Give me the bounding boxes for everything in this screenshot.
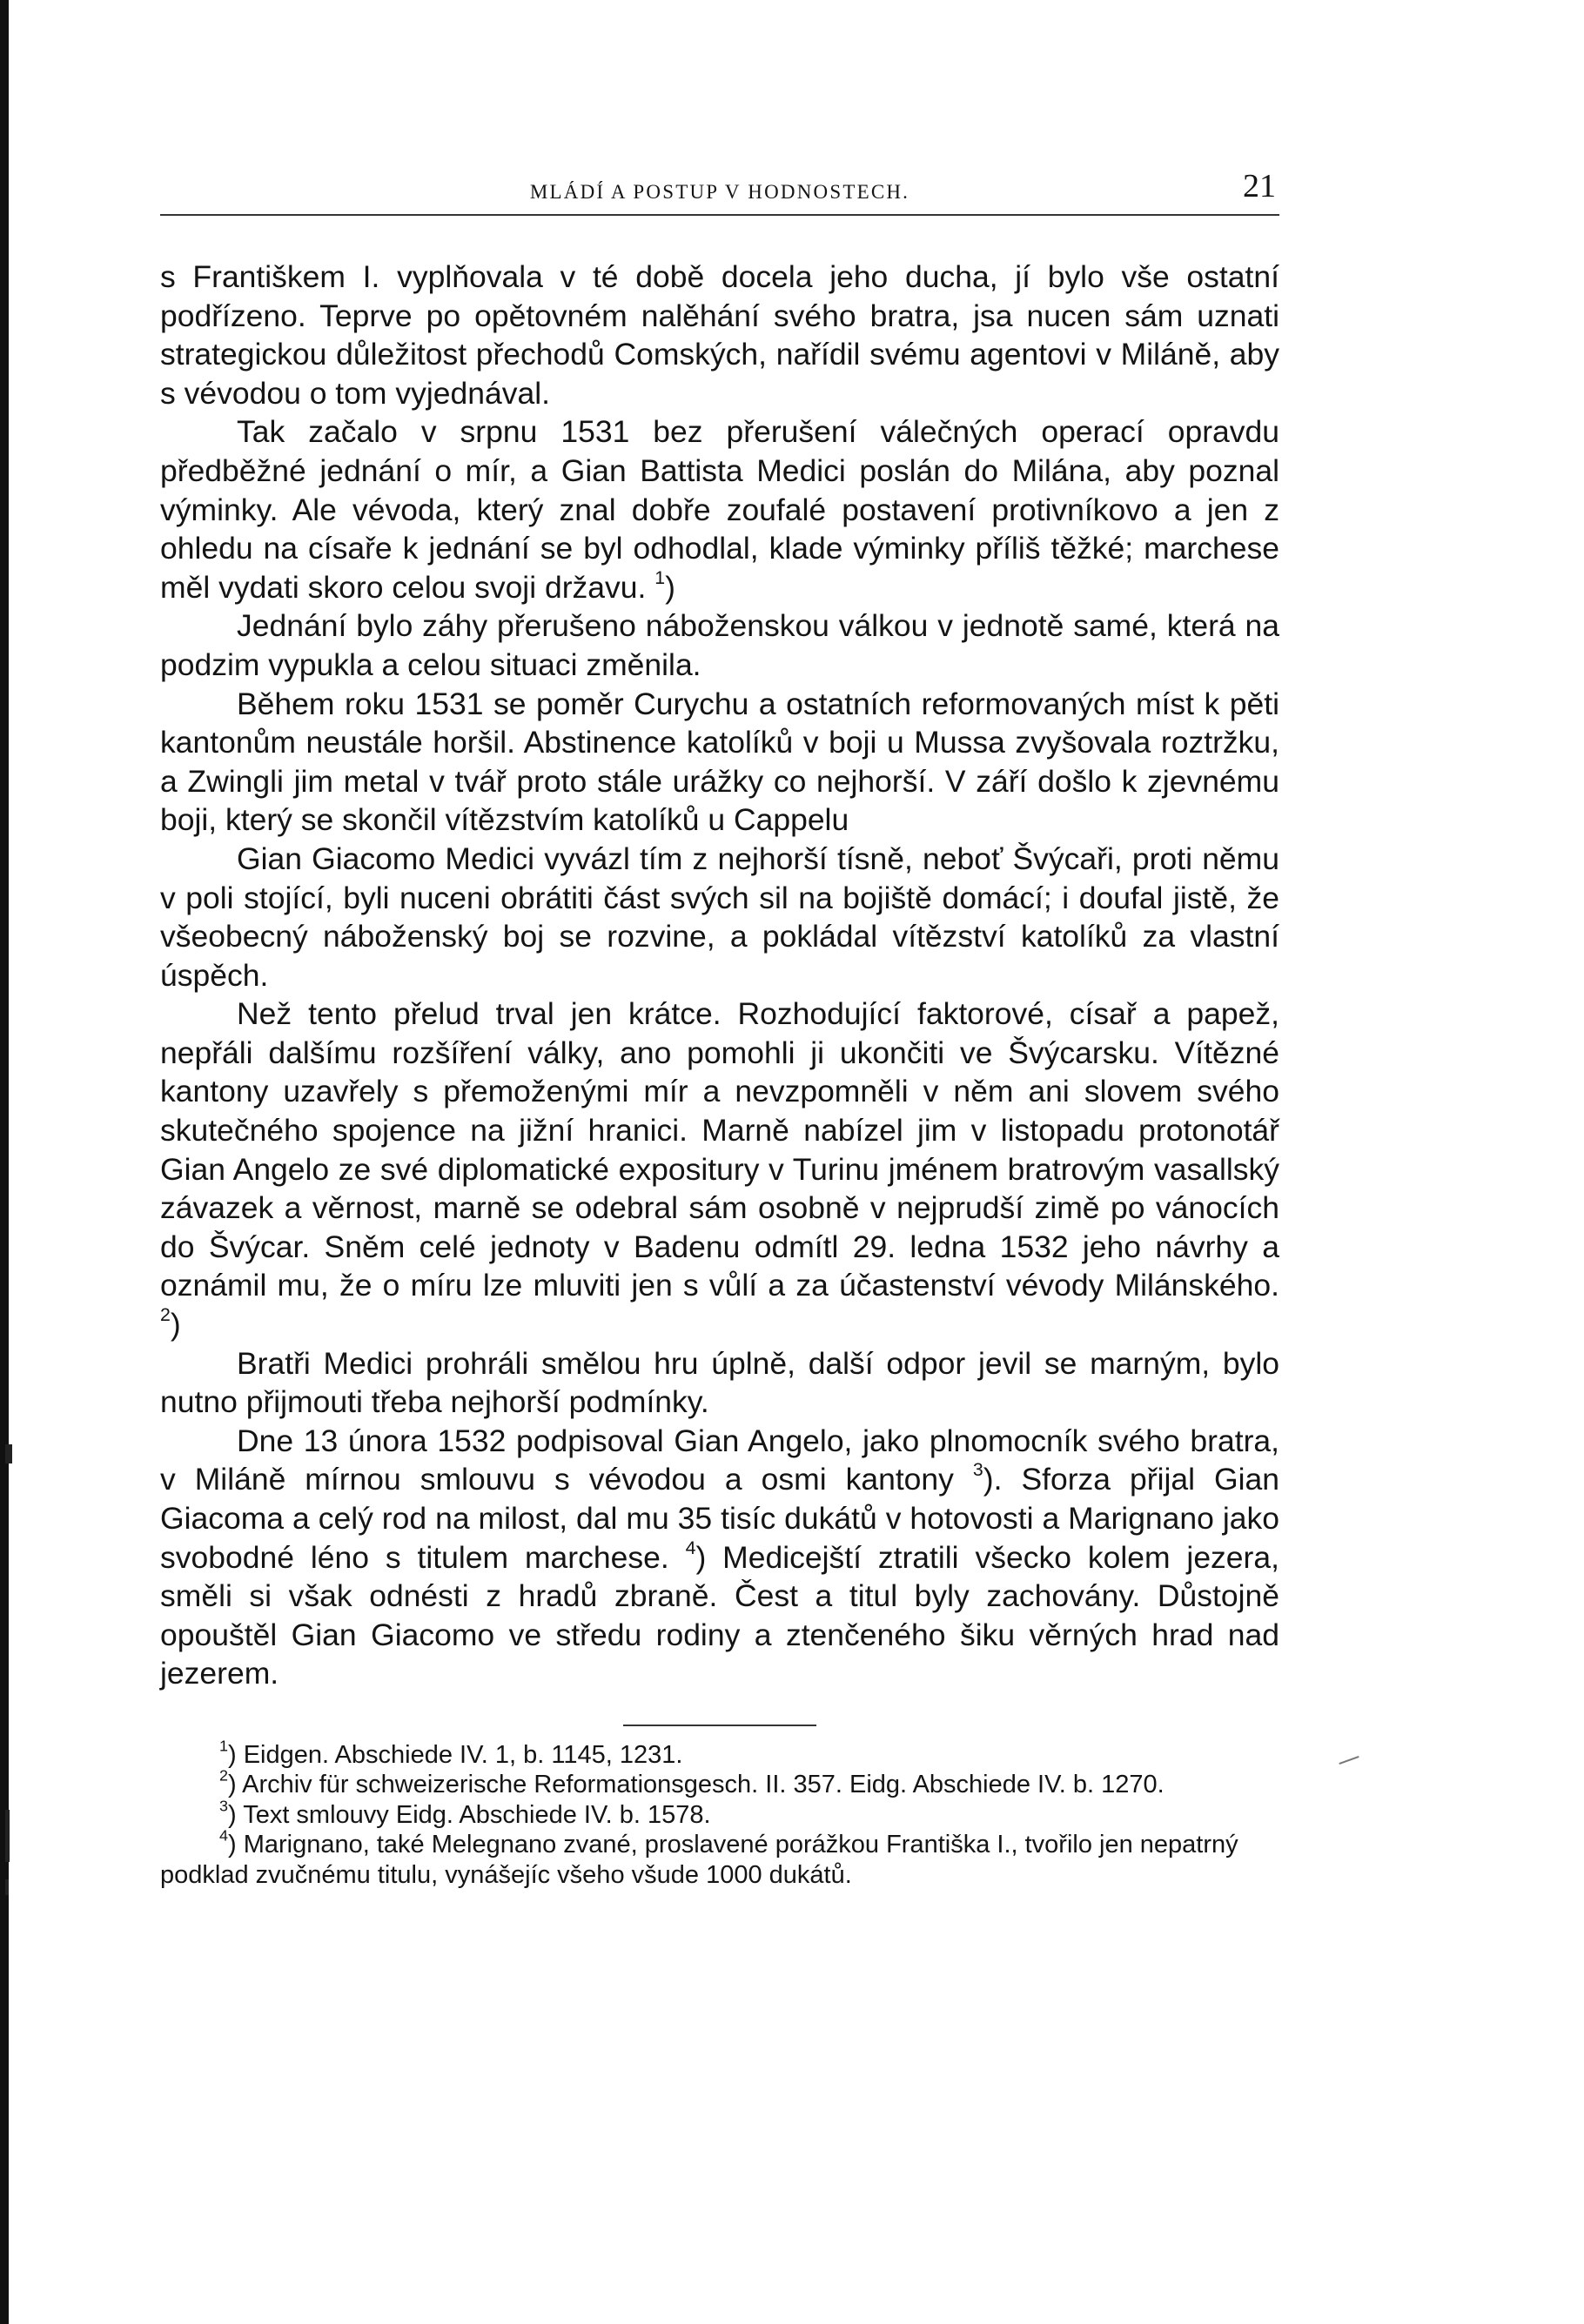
footnote-mark: 4 — [219, 1826, 228, 1845]
paragraph-text: Bratři Medici prohráli smělou hru úplně, další odpor jevil se marným, bylo nutno přijmouti třeba nejhorší podmínky. — [160, 1345, 1279, 1420]
footnote — [160, 1797, 1279, 1831]
footnote — [160, 1737, 1279, 1771]
footnote-mark: 3 — [219, 1797, 228, 1815]
paragraph — [160, 412, 1279, 606]
footnote-mark: 1 — [219, 1737, 228, 1755]
footnote-text: ) Archiv für schweizerische Reformationsgesch. II. 357. Eidg. Abschiede IV. b. 1270. — [228, 1771, 1165, 1799]
footnote — [160, 1826, 1279, 1890]
footnote-text: ) Text smlouvy Eidg. Abschiede IV. b. 1578. — [228, 1800, 711, 1829]
paragraph-text: Tak začalo v srpnu 1531 bez přerušení válečných operací opravdu předběžné jednání o mír, a Gian Battista Medici poslán do Milána, aby poznal výminky. Ale vévoda, který znal dobře zoufalé postavení protivníkovo a jen z ohledu na císaře k jednání se byl odhodlal, klade výminky příliš těžké; marchese měl vydati skoro celou svoji državu. — [160, 414, 1279, 605]
footnote-mark: 2 — [219, 1766, 228, 1785]
book-page — [160, 165, 1279, 1890]
paragraph-text: Během roku 1531 se poměr Curychu a ostatních reformovaných míst k pěti kantonům neustále horšil. Abstinence katolíků v boji u Mussa zvyšovala roztržku, a Zwingli jim metal v tvář proto stále urážky co nejhorší. V září došlo k zjevnému boji, který se skončil vítězstvím katolíků u Cappelu — [160, 686, 1279, 838]
paragraph-text: Jednání bylo záhy přerušeno náboženskou válkou v jednotě samé, která na podzim vypukla a celou situaci změnila. — [160, 608, 1279, 682]
running-head: MLÁDÍ A POSTUP V HODNOSTECH. — [529, 181, 910, 203]
paragraph-text: Dne 13 února 1532 podpisoval Gian Angelo, jako plnomocník svého bratra, v Miláně mírnou smlouvu s vévodou a osmi kantony — [160, 1423, 1279, 1497]
paragraph-text: Medicejští ztratili všecko kolem jezera, směli si však odnésti z hradů zbraně. Čest a titul byly zachovány. Důstojně opouštěl Gian Giacomo ve středu rodiny a ztenčeného šiku věrných hrad nad jezerem. — [160, 1539, 1279, 1691]
paragraph — [160, 1344, 1279, 1422]
paragraph — [160, 258, 1279, 412]
paragraph-text: s Františkem I. vyplňovala v té době docela jeho ducha, jí bylo vše ostatní podřízeno. Teprve po opětovném nalěhání svého bratra, jsa nucen sám uznati strategickou důležitost přechodů Comských, nařídil svému agentovi v Miláně, aby s vévodou o tom vyjednával. — [160, 259, 1279, 411]
paragraph — [160, 995, 1279, 1343]
footnote-text: ) Marignano, také Melegnano zvané, proslavené porážkou Františka I., tvořilo jen nepatrný podklad zvučnému titulu, vynášejíc všeho všude 1000 dukátů. — [160, 1831, 1238, 1889]
paragraph — [160, 606, 1279, 684]
footnote-ref-paren: ) — [665, 569, 675, 605]
footnote-text: ) Eidgen. Abschiede IV. 1, b. 1145, 1231. — [228, 1740, 683, 1769]
footnote-ref-paren: ) — [695, 1539, 707, 1575]
paragraph — [160, 1422, 1279, 1693]
main-text — [160, 258, 1279, 1693]
paragraph-text: ). Sforza přijal Gian Giacoma a celý rod na milost, dal mu 35 tisíc dukátů v hotovosti a Marignano jako svobodné léno s titulem marchese. — [160, 1462, 1279, 1575]
paragraph — [160, 685, 1279, 840]
margin-mark — [1339, 1756, 1359, 1765]
footnote-ref-paren: ) — [170, 1307, 181, 1343]
binding-marks — [5, 1444, 17, 1897]
footnote-ref: 4 — [685, 1537, 696, 1558]
page-header — [160, 165, 1279, 216]
page-spine-edge — [0, 0, 9, 2324]
paragraph-text: Gian Giacomo Medici vyvázl tím z nejhorší tísně, neboť Švýcaři, proti němu v poli stojící, byli nuceni obrátiti část svých sil na bojiště domácí; i doufal jistě, že všeobecný náboženský boj se rozvine, a pokládal vítězství katolíků za vlastní úspěch. — [160, 841, 1279, 993]
paragraph — [160, 840, 1279, 995]
footnote — [160, 1766, 1279, 1800]
footnote-ref: 3 — [972, 1459, 983, 1481]
paragraph-text: Než tento přelud trval jen krátce. Rozhodující faktorové, císař a papež, nepřáli dalšímu rozšíření války, ano pomohli ji ukončiti ve Švýcarsku. Vítězné kantony uzavřely s přemoženými mír a nevzpomněli v něm ani slovem svého skutečného spojence na jižní hranici. Marně nabízel jim v listopadu protonotář Gian Angelo ze své diplomatické expositury v Turinu jménem bratrovým vasallský závazek a věrnost, marně se odebral sám osobně v nejprudší zimě po vánocích do Švýcar. Sněm celé jednoty v Badenu odmítl 29. ledna 1532 jeho návrhy a oznámil mu, že o míru lze mluviti jen s vůlí a za účastenství vévody Milánského. — [160, 996, 1279, 1303]
footnote-ref: 1 — [654, 566, 666, 588]
footnote-ref: 2 — [160, 1304, 171, 1326]
page-number: 21 — [1243, 168, 1276, 204]
footnote-divider — [623, 1725, 816, 1726]
footnotes — [160, 1737, 1279, 1891]
